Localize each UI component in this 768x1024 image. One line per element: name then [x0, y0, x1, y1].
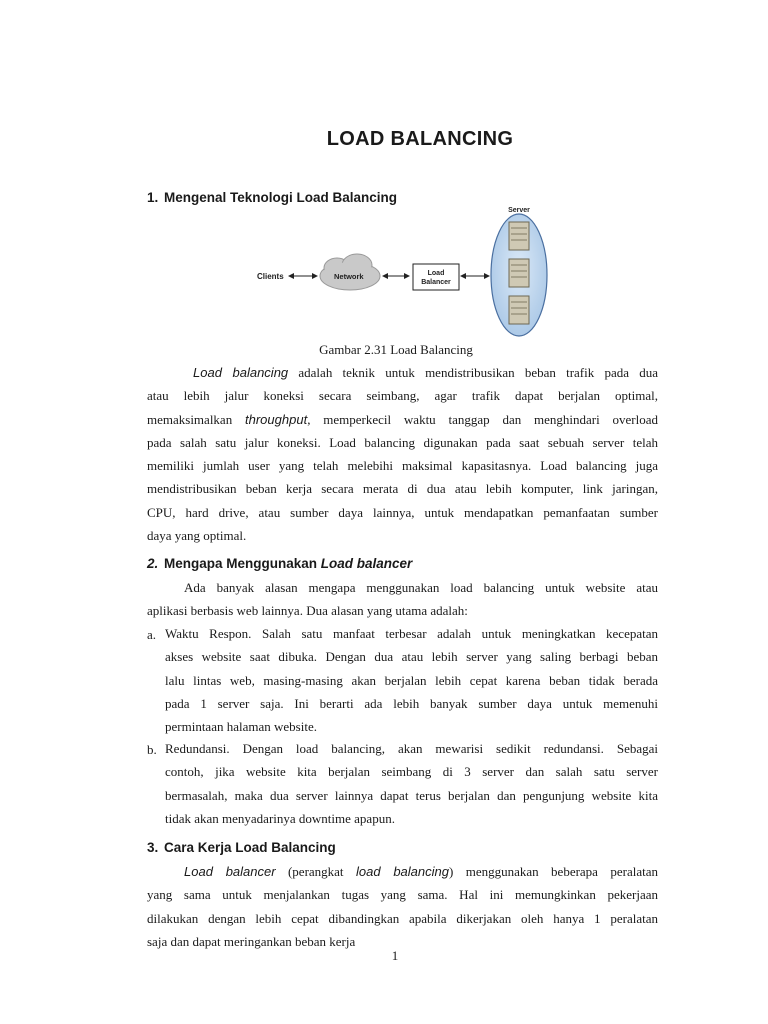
server-icon: [509, 259, 529, 287]
para-line: pada salah satu jalur koneksi. Load balancing digunakan pada saat sebuah server telah: [147, 434, 658, 450]
load-balancing-italic: Load balancing: [193, 365, 289, 380]
list-item-b: [165, 737, 658, 830]
section-2-heading-italic: Load balancer: [320, 556, 413, 571]
para-line: atau lebih jalur koneksi secara seimbang, agar trafik dapat berjalan optimal,: [147, 388, 658, 404]
para-line: ) menggunakan beberapa peralatan: [448, 864, 658, 879]
list-item-a: [165, 622, 658, 738]
server-icon: [509, 296, 529, 324]
para-line: , memperkecil waktu tanggap dan menghindari overload: [307, 411, 658, 427]
para-line: permintaan halaman website.: [165, 719, 317, 735]
section-1-number: 1.: [147, 190, 159, 205]
load-balancing-diagram: [255, 200, 555, 340]
para-line: aplikasi berbasis web lainnya. Dua alasan yang utama adalah:: [147, 603, 468, 619]
section-2-intro: [147, 576, 658, 623]
para-line: mendistribusikan beban kerja secara merata di dua atau lebih komputer, link jaringan,: [147, 481, 658, 497]
page-number: 1: [391, 948, 399, 963]
section-3-number: 3.: [147, 840, 159, 855]
para-line: tidak akan menyadarinya downtime apapun.: [165, 810, 395, 826]
para-line: bermasalah, maka dua server lainnya dapat terus berjalan dan pengunjung website kita: [165, 787, 658, 803]
para-line: daya yang optimal.: [147, 528, 247, 544]
para-line: yang sama untuk menjalankan tugas yang sama. Hal ini memungkinkan pekerjaan: [147, 887, 658, 903]
section-3-heading-text: Cara Kerja Load Balancing: [164, 840, 336, 855]
para-line: contoh, jika website kita berjalan seimbang di 3 server dan salah satu server: [165, 764, 658, 780]
section-2-heading-text: Mengapa Menggunakan: [164, 556, 321, 571]
para-line: memaksimalkan: [147, 411, 233, 427]
para-line: akses website saat dibuka. Dengan dua atau lebih server yang saling berbagi beban: [165, 649, 658, 665]
para-line: dilakukan dengan lebih cepat dibandingkan apabila dikerjakan oleh hanya 1 peralatan: [147, 910, 658, 926]
para-line: Waktu Respon. Salah satu manfaat terbesar adalah untuk meningkatkan kecepatan: [165, 626, 658, 641]
para-line: CPU, hard drive, atau sumber daya lainnya, untuk mendapatkan pemanfaatan sumber: [147, 504, 658, 520]
page-title: LOAD BALANCING: [326, 128, 514, 150]
para-line: pada 1 server saja. Ini berarti ada lebih banyak sumber daya untuk memenuhi: [165, 695, 658, 711]
diagram-network-label: Network: [334, 272, 364, 281]
list-marker-b: b.: [147, 742, 157, 757]
diagram-balancer-label: Balancer: [421, 279, 451, 286]
para-line: Ada banyak alasan mengapa menggunakan load balancing untuk website atau: [184, 580, 658, 595]
diagram-clients-label: Clients: [257, 272, 284, 281]
section-3-heading: [147, 840, 336, 855]
para-line: memiliki jumlah user yang telah melebihi maksimal kapasitasnya. Load balancing juga: [147, 458, 658, 474]
section-1-heading-text: Mengenal Teknologi Load Balancing: [164, 190, 398, 205]
para-line: Redundansi. Dengan load balancing, akan mewarisi sedikit redundansi. Sebagai: [165, 741, 658, 756]
diagram-load-label: Load: [427, 270, 445, 277]
section-1-paragraph: [147, 361, 658, 547]
para-line: lalu lintas web, masing-masing akan berjalan lebih cepat karena beban tidak berada: [165, 672, 658, 688]
section-2-heading: [147, 556, 412, 571]
server-icon: [509, 222, 529, 250]
diagram-server-label: Server: [508, 207, 530, 214]
load-balancing-italic: load balancing: [355, 864, 449, 879]
load-balancer-box: [413, 264, 459, 290]
load-balancer-italic: Load balancer: [184, 864, 276, 879]
section-2-number: 2.: [147, 556, 159, 571]
para-line: adalah teknik untuk mendistribusikan beban trafik pada dua: [298, 365, 658, 380]
section-3-paragraph: [147, 860, 658, 953]
para-line: saja dan dapat meringankan beban kerja: [147, 933, 356, 949]
throughput-italic: throughput: [245, 411, 308, 427]
para-line: (perangkat: [275, 864, 356, 879]
figure-caption: Gambar 2.31 Load Balancing: [319, 342, 473, 357]
list-marker-a: a.: [147, 627, 157, 642]
